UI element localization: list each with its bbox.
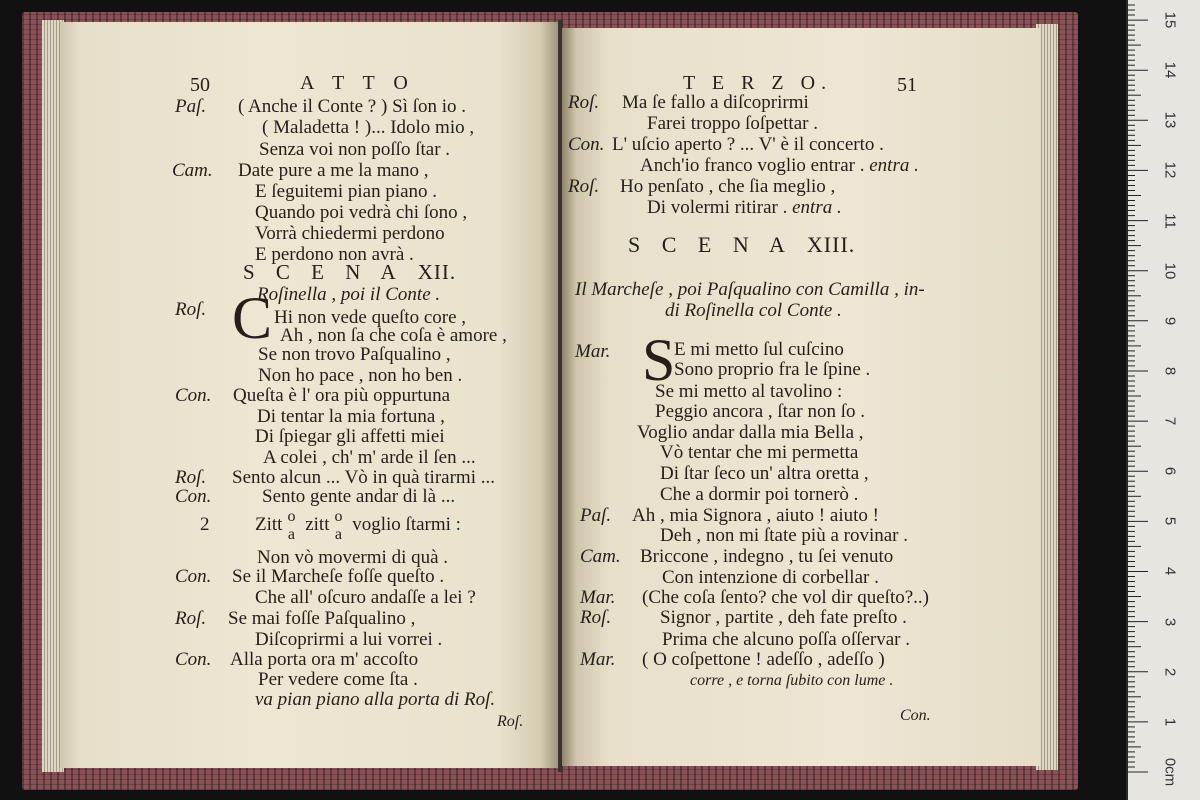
verse-line: Non vò movermi di quà .: [257, 547, 449, 568]
verse-line: Diſcoprirmi a lui vorrei .: [255, 629, 443, 650]
voice-variant: [332, 508, 344, 544]
verse-line: Farei troppo ſoſpettar .: [647, 113, 818, 134]
verse-line: Se mi metto al tavolino :: [655, 381, 843, 402]
variant-feminine: a: [334, 526, 343, 543]
speaker-label: Con.: [175, 566, 212, 587]
verse-line: Prima che alcuno poſſa oſſervar .: [662, 629, 910, 650]
duet-word: zitt: [305, 514, 330, 535]
speaker-label: Roſ.: [175, 299, 207, 320]
verse-line: Sento gente andar di là ...: [262, 486, 456, 507]
verse-line: Senza voi non poſſo ſtar .: [259, 139, 451, 160]
verse-line: L' uſcio aperto ? ... V' è il concerto .: [612, 134, 884, 155]
speaker-label: Cam.: [172, 160, 213, 181]
measuring-ruler: [1126, 0, 1200, 800]
duet-line: [255, 508, 461, 550]
verse-line: Voglio andar dalla mia Bella ,: [637, 422, 864, 443]
verse-line: Sento alcun ... Vò in quà tirarmi ...: [232, 467, 495, 488]
scene-number: XII.: [417, 260, 457, 284]
verse-line: Di tentar la mia fortuna ,: [257, 406, 445, 427]
verse-line: Queſta è l' ora più oppurtuna: [233, 385, 451, 406]
speaker-label: Con.: [568, 134, 605, 155]
verse-text: Di volermi ritirar .: [647, 197, 788, 218]
ruler-number: 1: [1161, 717, 1179, 727]
stage-direction: entra .: [792, 197, 842, 218]
right-page: [562, 28, 1040, 766]
verse-line: Che a dormir poi tornerò .: [660, 484, 859, 505]
ruler-number: 2: [1161, 667, 1179, 676]
scene-label: S C E N A: [628, 232, 793, 257]
verse-line: ( O coſpettone ! adeſſo , adeſſo ): [642, 649, 885, 670]
verse-line: Hi non vede queſto core ,: [274, 307, 467, 328]
verse-line: E ſeguitemi pian piano .: [255, 181, 438, 202]
verse-line: Che all' oſcuro andaſſe a lei ?: [255, 587, 476, 608]
verse-line: Sono proprio fra le ſpine .: [674, 359, 871, 380]
variant-feminine: a: [287, 526, 295, 543]
verse-line: Deh , non mi ſtate più a rovinar .: [660, 525, 908, 546]
speaker-label: Con.: [175, 385, 212, 406]
verse-line: (Che coſa ſento? che vol dir queſto?..): [642, 587, 930, 608]
speaker-label: Con.: [175, 649, 212, 670]
verse-line: Signor , partite , deh fate preſto .: [660, 607, 907, 628]
verse-line: Vorrà chiedermi perdono: [255, 223, 445, 244]
ruler-number: 15: [1161, 11, 1179, 29]
ruler-number: 13: [1161, 111, 1179, 129]
verse-line: Se mai foſſe Paſqualino ,: [228, 608, 416, 629]
scene-heading: [628, 233, 855, 257]
ruler-number: 10: [1161, 262, 1179, 280]
ruler-number: 4: [1161, 567, 1179, 576]
speaker-label: Mar.: [575, 341, 611, 362]
verse-line: Con intenzione di corbellar .: [662, 567, 879, 588]
verse-line: Quando poi vedrà chi ſono ,: [255, 202, 468, 223]
ruler-number: 14: [1161, 61, 1179, 79]
verse-line: Ho penſato , che ſia meglio ,: [620, 176, 836, 197]
scene-heading: [243, 260, 456, 284]
verse-line: Se non trovo Paſqualino ,: [258, 344, 451, 365]
verse-line: Per vedere come ſta .: [258, 669, 418, 690]
speaker-label: Roſ.: [580, 607, 612, 628]
verse-line: E mi metto ſul cuſcino: [674, 339, 844, 360]
verse-line: Se il Marcheſe foſſe queſto .: [232, 566, 445, 587]
page-number: 50: [190, 74, 210, 96]
verse-line: Ma ſe fallo a diſcoprirmi: [622, 92, 809, 113]
page-number: 51: [897, 74, 917, 96]
verse-text: Anch'io franco voglio entrar .: [640, 155, 865, 176]
verse-line: Di ſtar ſeco un' altra oretta ,: [660, 463, 869, 484]
verse-line: Ah , non ſa che coſa è amore ,: [280, 325, 507, 346]
ruler-number: 3: [1161, 617, 1179, 626]
speaker-label: Mar.: [580, 587, 616, 608]
speaker-label: Cam.: [580, 546, 621, 567]
speaker-label: Roſ.: [175, 467, 207, 488]
catchword: Con.: [900, 707, 931, 724]
verse-line: Briccone , indegno , tu ſei venuto: [640, 546, 894, 567]
verse-line: ( Anche il Conte ? ) Sì ſon io .: [238, 96, 466, 117]
catchword: Roſ.: [497, 713, 524, 730]
verse-line: Vò tentar che mi permetta: [660, 442, 859, 463]
duet-word: Zitt: [255, 514, 283, 535]
verse-line: Ah , mia Signora , aiuto ! aiuto !: [632, 505, 879, 526]
speaker-label: Roſ.: [568, 92, 600, 113]
voice-variant: [285, 508, 297, 544]
speaker-label: Roſ.: [568, 176, 600, 197]
scene-characters: Roſinella , poi il Conte .: [257, 284, 441, 305]
scene-number: XIII.: [806, 232, 856, 257]
verse-line: Date pure a me la mano ,: [238, 160, 429, 181]
verse-line: Non ho pace , non ho ben .: [258, 365, 463, 386]
ruler-number: 11: [1161, 212, 1179, 229]
speaker-label: Paſ.: [580, 505, 612, 526]
duet-rest: voglio ſtarmi :: [352, 514, 461, 535]
scene-characters: Il Marcheſe , poi Paſqualino con Camilla , in-: [575, 279, 925, 300]
speaker-label: Roſ.: [175, 608, 207, 629]
drop-cap: S: [642, 327, 676, 393]
verse-line: Alla porta ora m' accoſto: [230, 649, 419, 670]
verse-line: ( Maladetta ! )... Idolo mio ,: [262, 117, 475, 138]
scene-label: S C E N A: [243, 260, 404, 284]
running-head: T E R Z O.: [683, 72, 833, 94]
verse-line: [647, 197, 842, 219]
running-head: A T T O: [300, 72, 415, 94]
duet-marker: 2: [200, 514, 210, 535]
stage-direction: corre , e torna ſubito con lume .: [690, 672, 894, 689]
drop-cap: C: [232, 285, 273, 351]
speaker-label: Con.: [175, 486, 212, 507]
ruler-number: 0cm: [1161, 757, 1179, 787]
variant-masculine: o: [287, 508, 296, 525]
variant-masculine: o: [334, 508, 343, 525]
ruler-number: 8: [1161, 366, 1179, 376]
ruler-number: 12: [1161, 162, 1179, 179]
verse-line: Di ſpiegar gli affetti miei: [255, 426, 445, 447]
verse-line: Peggio ancora , ſtar non ſo .: [655, 401, 866, 422]
ruler-number: 6: [1161, 467, 1179, 476]
verse-line: E perdono non avrà .: [255, 244, 414, 265]
scene-characters: di Roſinella col Conte .: [665, 300, 842, 321]
ruler-number: 7: [1161, 416, 1179, 426]
ruler-number: 9: [1161, 316, 1179, 325]
stage-direction: va pian piano alla porta di Roſ.: [255, 689, 496, 710]
speaker-label: Paſ.: [175, 96, 207, 117]
ruler-number: 5: [1161, 517, 1179, 526]
speaker-label: Mar.: [580, 649, 616, 670]
verse-line: A colei , ch' m' arde il ſen ...: [263, 447, 476, 468]
verse-line: [640, 155, 919, 177]
stage-direction: entra .: [869, 155, 919, 176]
left-page: [60, 22, 560, 768]
